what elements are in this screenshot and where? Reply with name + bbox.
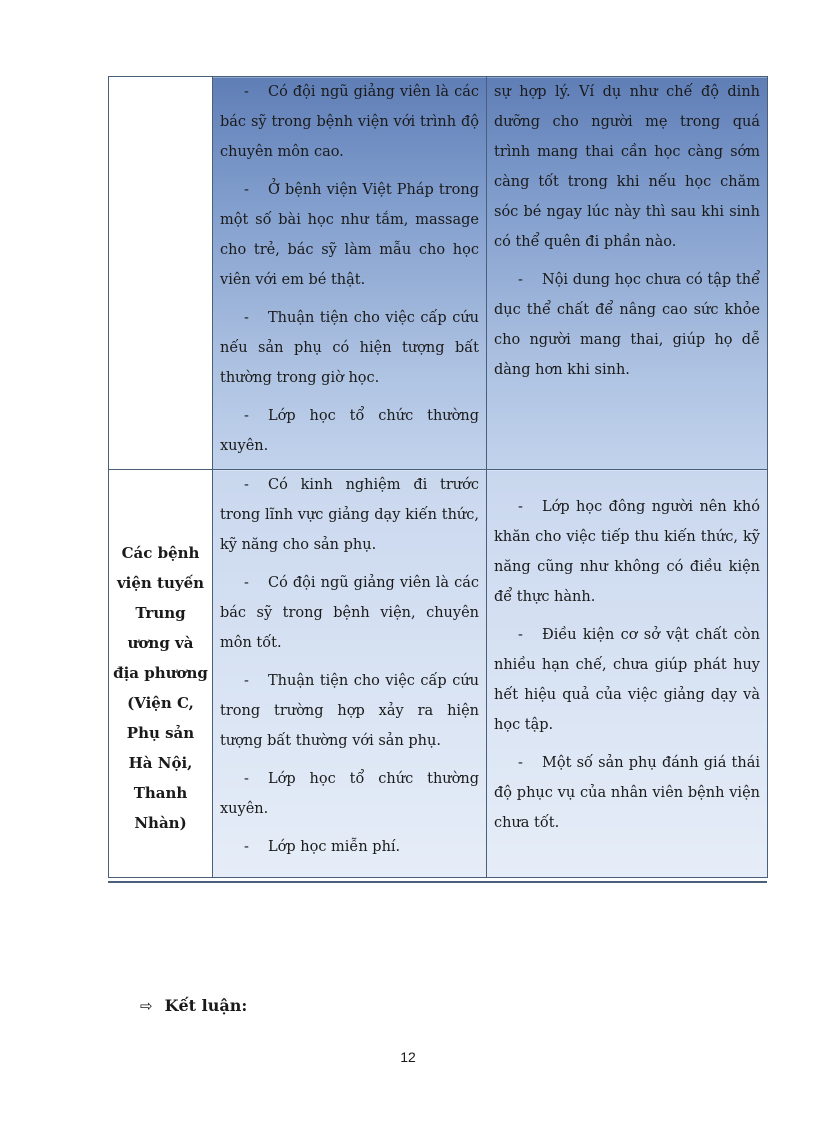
dash-marker: -: [244, 182, 249, 198]
list-item: [220, 470, 479, 560]
list-item-text: Có kinh nghiệm đi trước trong lĩnh vực giảng dạy kiến thức, kỹ năng cho sản phụ.: [220, 477, 479, 553]
dash-marker: -: [244, 839, 249, 855]
arrow-right-icon: ⇨: [140, 996, 153, 1015]
list-item-text: Lớp học đông người nên khó khăn cho việc tiếp thu kiến thức, kỹ năng cũng như không có điều kiện để thực hành.: [494, 499, 760, 605]
dash-marker: -: [518, 627, 523, 643]
dash-marker: -: [244, 575, 249, 591]
list-item: [494, 620, 760, 740]
list-item: [220, 303, 479, 393]
list-item-text: Nội dung học chưa có tập thể dục thể chất để nâng cao sức khỏe cho người mang thai, giúp họ dễ dàng hơn khi sinh.: [494, 272, 760, 378]
list-item: [494, 265, 760, 385]
list-item: [220, 832, 479, 862]
list-item: [494, 748, 760, 838]
list-item: [494, 492, 760, 612]
row1-header-cell: [109, 77, 213, 470]
dash-marker: -: [518, 499, 523, 515]
comparison-table: [108, 76, 768, 878]
list-item-text: Ở bệnh viện Việt Pháp trong một số bài học như tắm, massage cho trẻ, bác sỹ làm mẫu cho học viên với em bé thật.: [220, 182, 479, 288]
list-item: [220, 568, 479, 658]
page-number: 12: [400, 1049, 416, 1065]
dash-marker: -: [244, 408, 249, 424]
row1-disadvantages-cell: [487, 77, 768, 470]
list-item-text: Lớp học tổ chức thường xuyên.: [220, 771, 479, 817]
continued-text: sự hợp lý. Ví dụ như chế độ dinh dưỡng cho người mẹ trong quá trình mang thai cần học càng sớm càng tốt trong khi nếu học chăm sóc bé ngay lúc này thì sau khi sinh có thể quên đi phần nào.: [494, 84, 760, 250]
advantages-list: [213, 470, 486, 862]
row2-header-cell: [109, 470, 213, 878]
dash-marker: -: [244, 477, 249, 493]
table-bottom-border: [108, 878, 767, 883]
dash-marker: -: [518, 755, 523, 771]
table-row: [109, 77, 768, 470]
dash-marker: -: [244, 673, 249, 689]
list-item-text: Một số sản phụ đánh giá thái độ phục vụ của nhân viên bệnh viện chưa tốt.: [494, 755, 760, 831]
list-item-text: Thuận tiện cho việc cấp cứu nếu sản phụ có hiện tượng bất thường trong giờ học.: [220, 310, 479, 386]
dash-marker: -: [244, 310, 249, 326]
dash-marker: -: [518, 272, 523, 288]
list-item-text: Lớp học tổ chức thường xuyên.: [220, 408, 479, 454]
list-item: [220, 77, 479, 167]
list-item: [220, 175, 479, 295]
dash-marker: -: [244, 84, 249, 100]
disadvantages-list: [487, 470, 767, 838]
conclusion-heading: [140, 996, 247, 1015]
row2-advantages-cell: [213, 470, 487, 878]
row1-advantages-cell: [213, 77, 487, 470]
comparison-table-wrapper: [108, 76, 767, 883]
row-header-label: [109, 77, 212, 145]
list-item: [220, 401, 479, 461]
list-item-text: Lớp học miễn phí.: [268, 839, 401, 855]
list-item-text: Có đội ngũ giảng viên là các bác sỹ trong bệnh viện với trình độ chuyên môn cao.: [220, 84, 479, 160]
list-item: [220, 764, 479, 824]
table-row: [109, 470, 768, 878]
list-item-text: Có đội ngũ giảng viên là các bác sỹ trong bệnh viện, chuyên môn tốt.: [220, 575, 479, 651]
list-item-text: Thuận tiện cho việc cấp cứu trong trường hợp xảy ra hiện tượng bất thường với sản phụ.: [220, 673, 479, 749]
advantages-list: [213, 77, 486, 461]
list-item-text: Điều kiện cơ sở vật chất còn nhiều hạn chế, chưa giúp phát huy hết hiệu quả của việc giảng dạy và học tập.: [494, 627, 760, 733]
row2-disadvantages-cell: [487, 470, 768, 878]
list-item: [220, 666, 479, 756]
disadvantages-list: [487, 77, 767, 385]
row-header-label: Các bệnh viện tuyến Trung ương và địa phương (Viện C, Phụ sản Hà Nội, Thanh Nhàn): [113, 544, 208, 832]
dash-marker: -: [244, 771, 249, 787]
conclusion-label: Kết luận:: [164, 996, 248, 1015]
